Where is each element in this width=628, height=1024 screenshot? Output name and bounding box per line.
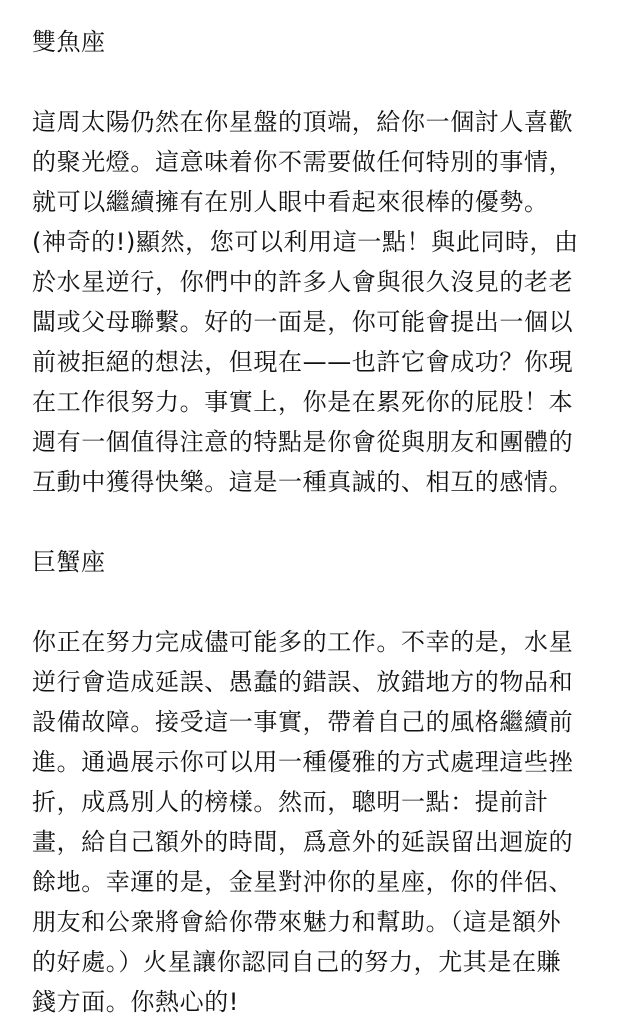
- text-line: 進。通過展示你可以用一種優雅的方式處理這些挫: [32, 748, 574, 776]
- text-line: 闆或父母聯繫。好的一面是，你可能會提出一個以: [32, 308, 574, 336]
- text-line: (神奇的!)顯然，您可以利用這一點！與此同時，由: [32, 228, 579, 256]
- text-line: 這周太陽仍然在你星盤的頂端，給你一個討人喜歡: [32, 108, 574, 136]
- section-title-pisces: 雙魚座: [32, 28, 106, 56]
- section-body-pisces: [32, 102, 598, 502]
- section-title-cancer: 巨蟹座: [32, 548, 106, 576]
- text-line: 餘地。幸運的是，金星對沖你的星座，你的伴侶、: [32, 868, 574, 896]
- text-line: 的聚光燈。這意味着你不需要做任何特別的事情，: [32, 148, 574, 176]
- text-line: 週有一個值得注意的特點是你會從與朋友和團體的: [32, 428, 574, 456]
- section-body-cancer: [32, 622, 598, 1022]
- text-line: 在工作很努力。事實上，你是在累死你的屁股！本: [32, 388, 574, 416]
- text-line: 錢方面。你熱心的!: [32, 988, 240, 1016]
- text-line: 折，成爲別人的榜樣。然而，聰明一點：提前計: [32, 788, 549, 816]
- text-line: 你正在努力完成儘可能多的工作。不幸的是，水星: [32, 628, 574, 656]
- spacer: [32, 582, 598, 622]
- spacer: [32, 502, 598, 542]
- text-line: 逆行會造成延誤、愚蠢的錯誤、放錯地方的物品和: [32, 668, 574, 696]
- text-line: 朋友和公衆將會給你帶來魅力和幫助。（這是額外: [32, 908, 562, 936]
- text-line: 設備故障。接受這一事實，帶着自己的風格繼續前: [32, 708, 574, 736]
- text-line: 就可以繼續擁有在別人眼中看起來很棒的優勢。: [32, 188, 549, 216]
- text-line: 互動中獲得快樂。這是一種真誠的、相互的感情。: [32, 468, 574, 496]
- text-line: 的好處。）火星讓你認同自己的努力，尤其是在賺: [32, 948, 562, 976]
- text-line: 於水星逆行，你們中的許多人會與很久沒見的老老: [32, 268, 574, 296]
- text-line: 前被拒絕的想法，但現在——也許它會成功？你現: [32, 348, 574, 376]
- spacer: [32, 62, 598, 102]
- text-line: 畫，給自己額外的時間，爲意外的延誤留出迴旋的: [32, 828, 574, 856]
